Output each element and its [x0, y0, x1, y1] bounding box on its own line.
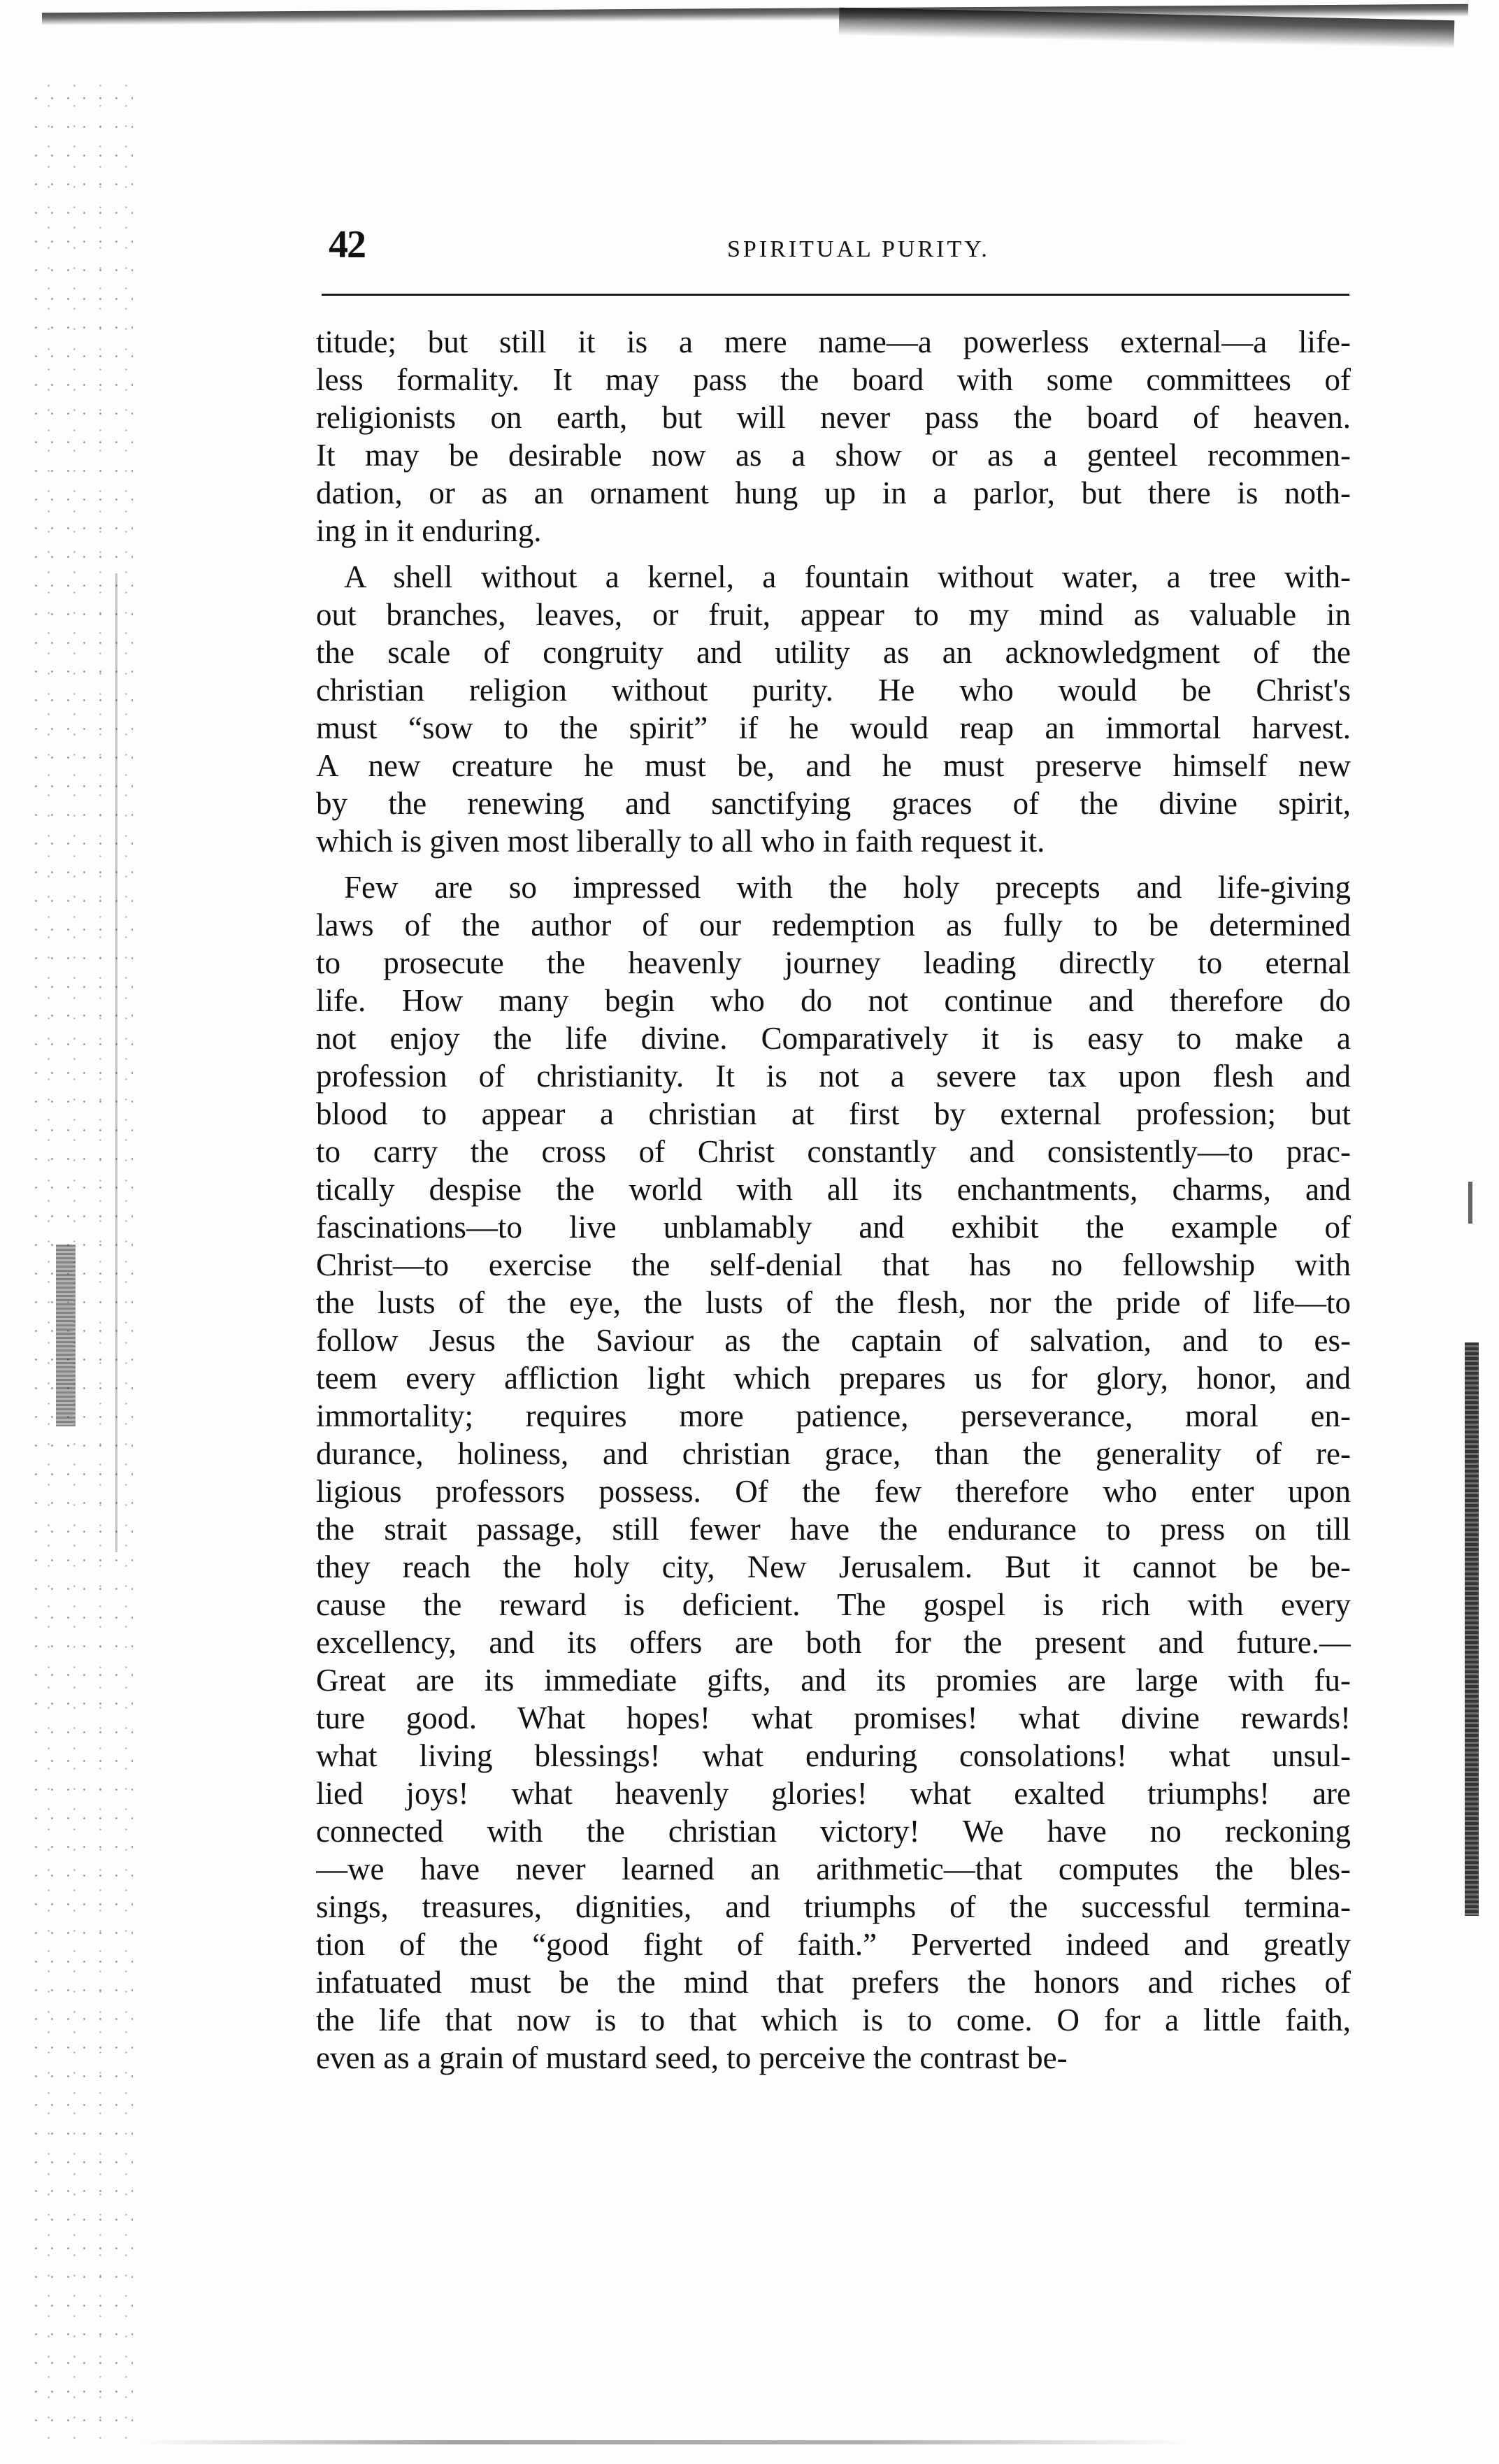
- text-line: Great are its immediate gifts, and its promies are large with fu-: [316, 1663, 1351, 1698]
- text-line: religionists on earth, but will never pass the board of heaven.: [316, 400, 1351, 435]
- text-line: the strait passage, still fewer have the endurance to press on till: [316, 1512, 1351, 1547]
- text-line: to prosecute the heavenly journey leading directly to eternal: [316, 945, 1351, 980]
- running-head: [329, 222, 1370, 264]
- scan-edge-artifact: [140, 2440, 1189, 2444]
- text-line: It may be desirable now as a show or as a genteel recommen-: [316, 438, 1351, 473]
- paragraph: [316, 868, 1351, 2077]
- text-line: dation, or as an ornament hung up in a parlor, but there is noth-: [316, 475, 1351, 510]
- text-line: out branches, leaves, or fruit, appear to my mind as valuable in: [316, 597, 1351, 632]
- scan-margin-noise: [115, 573, 117, 1552]
- text-line: A shell without a kernel, a fountain without water, a tree with-: [344, 559, 1351, 594]
- paragraph-gap: [316, 860, 1351, 868]
- text-line: tion of the “good fight of faith.” Perverted indeed and greatly: [316, 1927, 1351, 1962]
- paragraph: [316, 558, 1351, 860]
- text-line: to carry the cross of Christ constantly and consistently—to prac-: [316, 1134, 1351, 1169]
- text-line: connected with the christian victory! We have no reckoning: [316, 1814, 1351, 1849]
- text-line: the scale of congruity and utility as an acknowledgment of the: [316, 635, 1351, 670]
- text-line: less formality. It may pass the board with some committees of: [316, 362, 1351, 397]
- text-line: even as a grain of mustard seed, to perceive the contrast be-: [316, 2040, 1068, 2075]
- paragraph-gap: [316, 550, 1351, 558]
- text-line: blood to appear a christian at first by external profession; but: [316, 1096, 1351, 1131]
- text-line: tically despise the world with all its enchantments, charms, and: [316, 1172, 1351, 1207]
- text-line: durance, holiness, and christian grace, than the generality of re-: [316, 1436, 1351, 1471]
- text-line: the lusts of the eye, the lusts of the flesh, nor the pride of life—to: [316, 1285, 1351, 1320]
- text-line: fascinations—to live unblamably and exhibit the example of: [316, 1210, 1351, 1245]
- text-line: ing in it enduring.: [316, 513, 542, 548]
- text-line: —we have never learned an arithmetic—that computes the bles-: [316, 1851, 1351, 1886]
- text-line: follow Jesus the Saviour as the captain of salvation, and to es-: [316, 1323, 1351, 1358]
- text-line: ture good. What hopes! what promises! what divine rewards!: [316, 1700, 1351, 1735]
- text-line: they reach the holy city, New Jerusalem. But it cannot be be-: [316, 1549, 1351, 1584]
- scan-margin-noise: [56, 1245, 76, 1426]
- paragraph: [316, 323, 1351, 550]
- text-line: ligious professors possess. Of the few therefore who enter upon: [316, 1474, 1351, 1509]
- text-line: what living blessings! what enduring consolations! what unsul-: [316, 1738, 1351, 1773]
- text-line: immortality; requires more patience, perseverance, moral en-: [316, 1398, 1351, 1433]
- text-line: excellency, and its offers are both for the present and future.—: [316, 1625, 1351, 1660]
- scan-margin-noise: [1468, 1182, 1472, 1224]
- text-line: by the renewing and sanctifying graces of the divine spirit,: [316, 786, 1351, 821]
- text-line: A new creature he must be, and he must preserve himself new: [316, 748, 1351, 783]
- text-line: titude; but still it is a mere name—a powerless external—a life-: [316, 324, 1351, 359]
- text-line: profession of christianity. It is not a severe tax upon flesh and: [316, 1059, 1351, 1094]
- running-title: SPIRITUAL PURITY.: [727, 236, 990, 262]
- text-line: life. How many begin who do not continue and therefore do: [316, 983, 1351, 1018]
- header-rule: [322, 294, 1349, 296]
- text-line: Few are so impressed with the holy precepts and life-giving: [344, 870, 1351, 905]
- text-line: teem every affliction light which prepares us for glory, honor, and: [316, 1361, 1351, 1396]
- text-line: laws of the author of our redemption as fully to be determined: [316, 908, 1351, 943]
- body-text: [316, 323, 1351, 2077]
- scan-margin-bar: [1465, 1342, 1479, 1916]
- text-line: the life that now is to that which is to come. O for a little faith,: [316, 2003, 1351, 2037]
- text-line: lied joys! what heavenly glories! what exalted triumphs! are: [316, 1776, 1351, 1811]
- text-line: must “sow to the spirit” if he would reap an immortal harvest.: [316, 710, 1351, 745]
- text-line: Christ—to exercise the self-denial that has no fellowship with: [316, 1247, 1351, 1282]
- text-line: which is given most liberally to all who in faith request it.: [316, 824, 1045, 859]
- text-line: cause the reward is deficient. The gospel is rich with every: [316, 1587, 1351, 1622]
- text-line: sings, treasures, dignities, and triumphs of the successful termina-: [316, 1889, 1351, 1924]
- page-number: 42: [329, 223, 365, 266]
- text-line: christian religion without purity. He who would be Christ's: [316, 673, 1351, 708]
- text-line: not enjoy the life divine. Comparatively it is easy to make a: [316, 1021, 1351, 1056]
- text-line: infatuated must be the mind that prefers the honors and riches of: [316, 1965, 1351, 2000]
